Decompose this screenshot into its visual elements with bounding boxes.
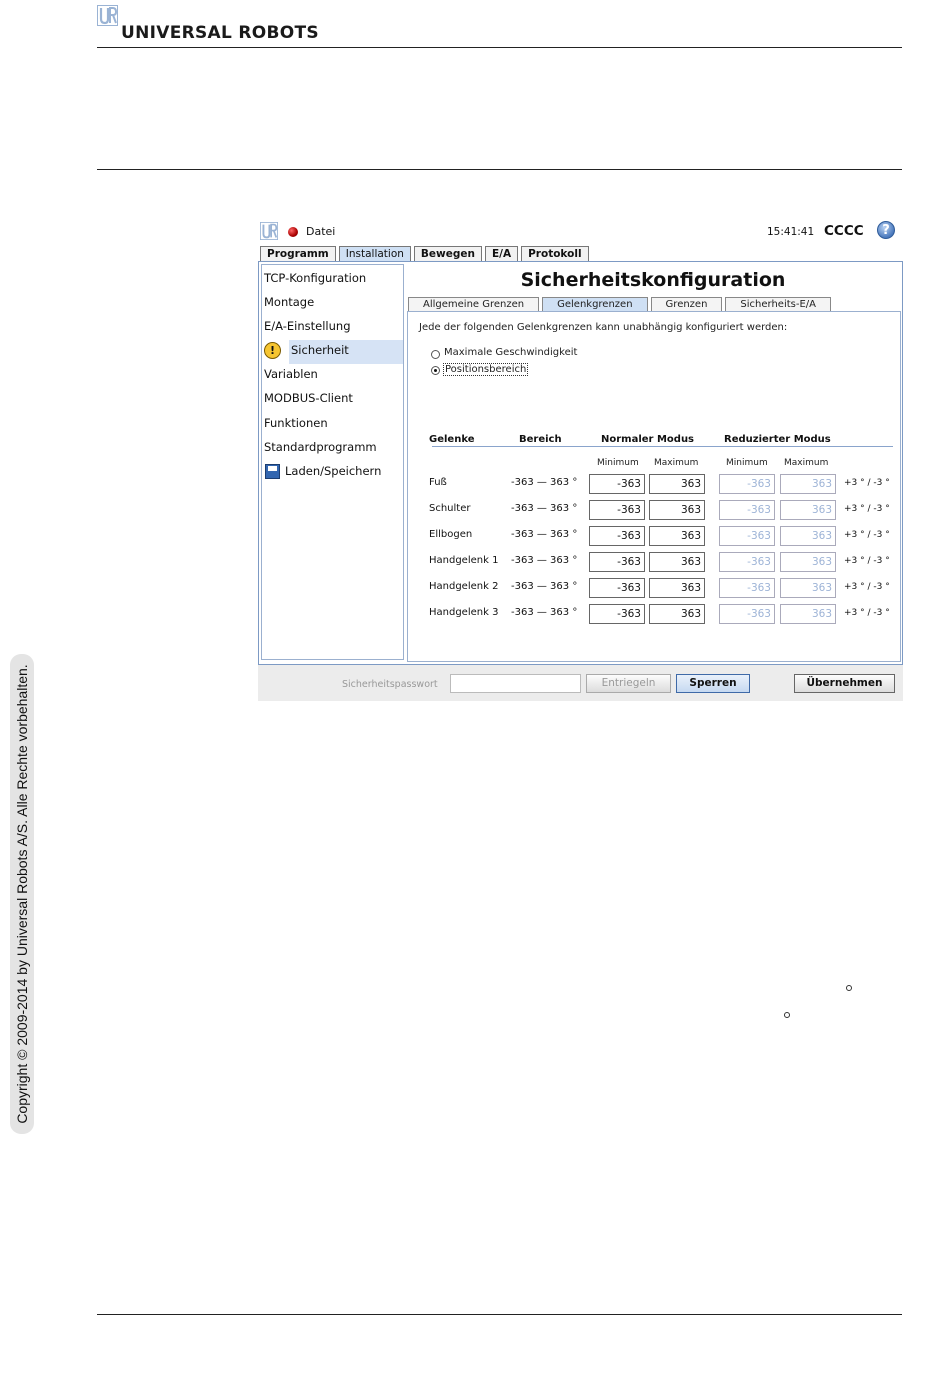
normal-max-input[interactable]: 363 [649, 604, 705, 624]
joint-range: -363 — 363 ° [511, 529, 578, 540]
brand-name: UNIVERSAL ROBOTS [121, 23, 319, 43]
reduced-min-input[interactable]: -363 [719, 578, 775, 598]
normal-max-input[interactable]: 363 [649, 526, 705, 546]
normal-min-input[interactable]: -363 [589, 578, 645, 598]
tab-ea[interactable]: E/A [485, 246, 518, 261]
normal-min-input[interactable]: -363 [589, 526, 645, 546]
tolerance: +3 ° / -3 ° [844, 530, 890, 540]
col-reduced-mode: Reduzierter Modus [724, 434, 831, 445]
sidebar-item-standardprogramm[interactable]: Standardprogramm [264, 440, 377, 454]
title-bar [258, 218, 903, 246]
copyright-text: Copyright © 2009-2014 by Universal Robots A/S. Alle Rechte vorbehalten. [14, 664, 30, 1124]
tolerance: +3 ° / -3 ° [844, 478, 890, 488]
tab-sicherheits-ea[interactable]: Sicherheits-E/A [725, 297, 831, 311]
radio-max-speed[interactable] [431, 350, 440, 359]
tolerance: +3 ° / -3 ° [844, 504, 890, 514]
installation-frame [258, 261, 903, 665]
reduced-min-input[interactable]: -363 [719, 474, 775, 494]
joint-name: Handgelenk 3 [429, 607, 499, 618]
tab-protokoll[interactable]: Protokoll [521, 246, 588, 261]
save-disk-icon [265, 464, 280, 479]
help-icon[interactable]: ? [877, 221, 895, 239]
section-rule [97, 169, 902, 170]
header-rule [97, 47, 902, 48]
sidebar-item-sicherheit[interactable]: Sicherheit [291, 343, 349, 357]
joint-name: Handgelenk 1 [429, 555, 499, 566]
intro-text: Jede der folgenden Gelenkgrenzen kann unabhängig konfiguriert werden: [419, 322, 788, 333]
joint-range: -363 — 363 ° [511, 555, 578, 566]
main-tabs [260, 246, 592, 261]
reduced-max-input[interactable]: 363 [780, 526, 836, 546]
ur-logo-icon [97, 5, 118, 26]
radio-max-speed-label[interactable]: Maximale Geschwindigkeit [444, 347, 578, 358]
sidebar-item-ea-einstellung[interactable]: E/A-Einstellung [264, 319, 351, 333]
reduced-max-header: Maximum [784, 458, 829, 468]
normal-min-input[interactable]: -363 [589, 604, 645, 624]
apply-button[interactable]: Übernehmen [794, 674, 895, 693]
reduced-min-header: Minimum [726, 458, 768, 468]
reduced-min-input[interactable]: -363 [719, 604, 775, 624]
safety-content [406, 262, 900, 664]
reduced-max-input[interactable]: 363 [780, 500, 836, 520]
normal-min-header: Minimum [597, 458, 639, 468]
normal-max-header: Maximum [654, 458, 699, 468]
normal-max-input[interactable]: 363 [649, 474, 705, 494]
page-title: Sicherheitskonfiguration [520, 269, 786, 291]
normal-max-input[interactable]: 363 [649, 578, 705, 598]
joint-name: Handgelenk 2 [429, 581, 499, 592]
status-indicator-icon [288, 227, 298, 237]
warning-icon: ! [264, 342, 281, 359]
joint-limits-panel [407, 311, 901, 662]
tab-programm[interactable]: Programm [260, 246, 336, 261]
sidebar-item-funktionen[interactable]: Funktionen [264, 416, 328, 430]
tab-grenzen[interactable]: Grenzen [651, 297, 723, 311]
tolerance: +3 ° / -3 ° [844, 556, 890, 566]
file-menu[interactable]: Datei [306, 225, 336, 238]
col-range: Bereich [519, 434, 562, 445]
polyscope-screenshot [258, 218, 903, 701]
password-label: Sicherheitspasswort [342, 679, 438, 690]
robot-name: CCCC [824, 223, 864, 239]
tab-allgemeine-grenzen[interactable]: Allgemeine Grenzen [408, 297, 539, 311]
tolerance: +3 ° / -3 ° [844, 608, 890, 618]
tab-gelenkgrenzen[interactable]: Gelenkgrenzen [542, 297, 647, 311]
radio-position[interactable] [431, 366, 440, 375]
reduced-max-input[interactable]: 363 [780, 578, 836, 598]
reduced-min-input[interactable]: -363 [719, 552, 775, 572]
joint-name: Schulter [429, 503, 471, 514]
bottom-bar [258, 665, 903, 701]
tab-bewegen[interactable]: Bewegen [414, 246, 482, 261]
clock: 15:41:41 [767, 226, 815, 238]
joint-range: -363 — 363 ° [511, 503, 578, 514]
degree-mark [784, 1012, 790, 1018]
degree-mark [846, 985, 852, 991]
unlock-button[interactable]: Entriegeln [586, 674, 671, 693]
password-input[interactable] [450, 674, 581, 693]
sidebar-item-laden-speichern[interactable]: Laden/Speichern [285, 464, 382, 478]
joint-name: Ellbogen [429, 529, 473, 540]
tab-installation[interactable]: Installation [339, 246, 411, 261]
reduced-min-input[interactable]: -363 [719, 526, 775, 546]
normal-max-input[interactable]: 363 [649, 552, 705, 572]
normal-max-input[interactable]: 363 [649, 500, 705, 520]
sidebar [261, 264, 404, 660]
joint-range: -363 — 363 ° [511, 581, 578, 592]
header-divider [432, 446, 893, 447]
sidebar-item-modbus[interactable]: MODBUS-Client [264, 391, 353, 405]
lock-button[interactable]: Sperren [676, 674, 750, 693]
normal-min-input[interactable]: -363 [589, 552, 645, 572]
radio-position-label[interactable]: Positionsbereich [445, 364, 527, 375]
joint-range: -363 — 363 ° [511, 477, 578, 488]
normal-min-input[interactable]: -363 [589, 474, 645, 494]
sidebar-item-variablen[interactable]: Variablen [264, 367, 318, 381]
tolerance: +3 ° / -3 ° [844, 582, 890, 592]
reduced-min-input[interactable]: -363 [719, 500, 775, 520]
safety-tabs [408, 297, 834, 311]
joint-name: Fuß [429, 477, 447, 488]
reduced-max-input[interactable]: 363 [780, 474, 836, 494]
sidebar-item-tcp[interactable]: TCP-Konfiguration [264, 271, 367, 285]
copyright-strip [10, 654, 34, 1134]
col-normal-mode: Normaler Modus [601, 434, 695, 445]
reduced-max-input[interactable]: 363 [780, 552, 836, 572]
col-joints: Gelenke [429, 434, 475, 445]
joint-range: -363 — 363 ° [511, 607, 578, 618]
normal-min-input[interactable]: -363 [589, 500, 645, 520]
reduced-max-input[interactable]: 363 [780, 604, 836, 624]
footer-rule [97, 1314, 902, 1315]
sidebar-item-montage[interactable]: Montage [264, 295, 315, 309]
ur-logo-icon [260, 222, 278, 240]
